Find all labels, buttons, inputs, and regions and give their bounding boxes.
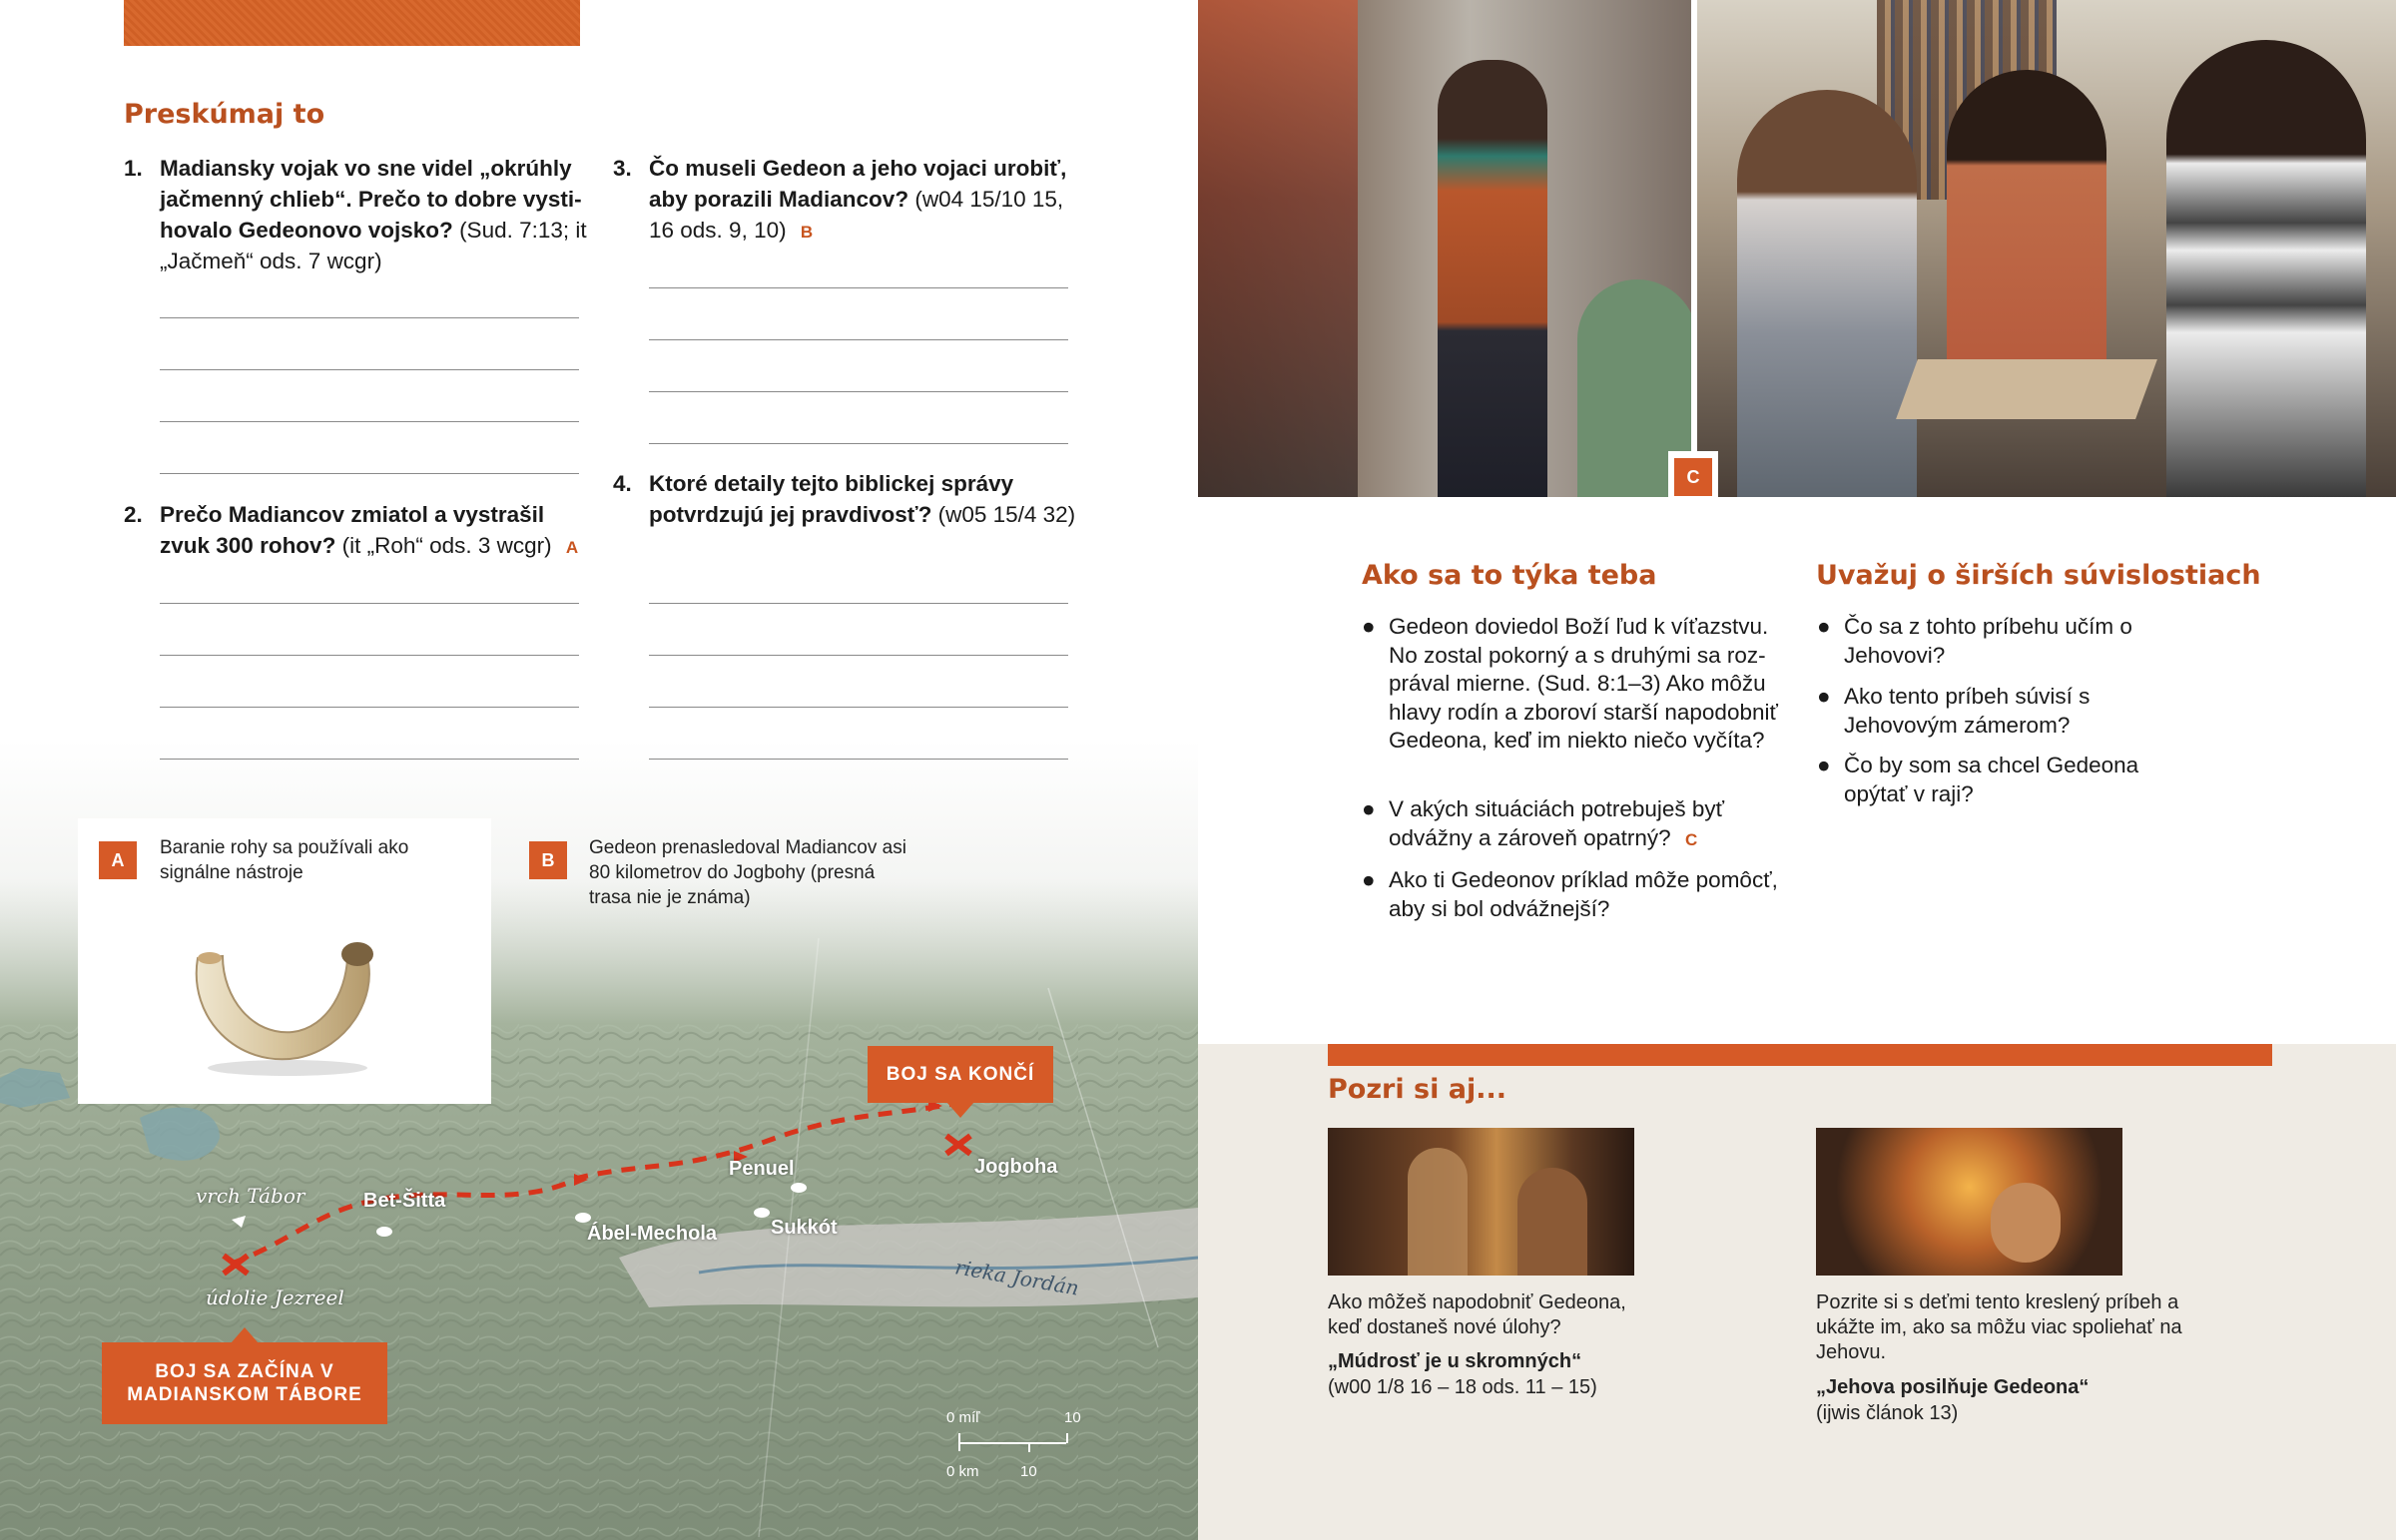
bullet-text: V akých situáciách potrebuješ byť odvážny a zároveň opatrný? — [1389, 796, 1725, 850]
reference-tag: A — [565, 538, 579, 557]
photo-student-center — [1947, 70, 2106, 369]
question-number: 4. — [613, 471, 632, 496]
bullet-dot: ● — [1817, 684, 1831, 709]
photo-wall — [1198, 0, 1358, 497]
question-number: 1. — [124, 156, 143, 181]
item-reference: (w00 1/8 16 – 18 ods. 11 – 15) — [1328, 1376, 1597, 1398]
reference-tag: C — [1684, 829, 1698, 849]
thumbnail-figure — [1408, 1148, 1468, 1276]
photo-divider — [1691, 0, 1697, 497]
map-label-jordan: rieka Jordán — [952, 1255, 1081, 1300]
bullet-text: Čo sa z tohto príbehu učím o Jehovovi? — [1844, 614, 2132, 668]
item-reference: (ijwis článok 13) — [1816, 1402, 1959, 1424]
answer-line[interactable] — [649, 287, 1068, 288]
bullet-text: Čo by som sa chcel Gedeona opýtať v raji? — [1844, 753, 2139, 806]
photo-desk — [1896, 359, 2157, 419]
bullet-dot: ● — [1362, 867, 1376, 892]
bullet-item — [1362, 866, 1788, 923]
question-number: 2. — [124, 502, 143, 527]
map-label-jogboha: Jogboha — [974, 1156, 1058, 1178]
question-reference: (Sud. 7:13; it „Jačmeň“ ods. 7 wcgr) — [160, 218, 587, 273]
thumbnail-cartoon[interactable] — [1816, 1128, 2122, 1276]
photo-badge: C — [1674, 458, 1712, 496]
map-label-sukkot: Sukkót — [771, 1217, 838, 1239]
item-description: Pozrite si s deťmi tento kreslený príbeh a ukážte im, ako sa môžu viac spoliehať na Jehovu. — [1816, 1291, 2182, 1363]
question-text: Madiansky vojak vo sne videl „okrúhly jačmenný chlieb“. Prečo to dobre vystihovalo Gedeonovo vojsko? — [160, 156, 582, 243]
bullet-text: Ako tento príbeh súvisí s Jehovovým zámerom? — [1844, 684, 2091, 738]
question-4 — [613, 468, 1088, 530]
bullet-dot: ● — [1817, 753, 1831, 777]
answer-line[interactable] — [649, 391, 1068, 392]
scale-tick — [1028, 1442, 1030, 1452]
see-also-section — [1198, 1044, 2396, 1540]
question-number: 3. — [613, 156, 632, 181]
orange-texture-banner — [124, 0, 580, 46]
question-reference: (w05 15/4 32) — [937, 502, 1076, 527]
start-callout: BOJ SA ZAČÍNA V MADIANSKOM TÁBORE — [102, 1342, 387, 1424]
bullet-item — [1817, 613, 2143, 670]
col2-title: Uvažuj o širších súvislostiach — [1816, 560, 2261, 591]
question-text: Čo museli Gedeon a jeho vojaci urobiť, aby porazili Madiancov? — [649, 156, 1067, 212]
answer-line[interactable] — [649, 603, 1068, 604]
question-text: Ktoré detaily tejto biblickej správy potvrdzujú jej pravdivosť? — [649, 471, 1014, 527]
photo-student-right — [2166, 40, 2366, 497]
map-scale — [946, 1409, 1086, 1479]
question-reference: (w04 15/10 15, 16 ods. 9, 10) — [649, 187, 1064, 243]
scale-mi-max: 10 — [1064, 1409, 1081, 1426]
map-label-abel: Ábel-Mechola — [587, 1223, 718, 1245]
question-3 — [613, 153, 1088, 248]
bullet-dot: ● — [1362, 614, 1376, 639]
reference-tag: B — [800, 223, 814, 242]
bullet-text: Gedeon doviedol Boží ľud k víťazstvu. No zostal pokorný a s druhými sa rozprával mierne. (Sud. 8:1–3) Ako môžu hlavy rodín a zboroví starší napodobniť Gedeona, keď im niekto niečo vyčíta? — [1389, 614, 1778, 753]
end-callout-pointer — [946, 1102, 974, 1118]
bullet-item — [1362, 795, 1788, 854]
bullet-dot: ● — [1817, 614, 1831, 639]
answer-line[interactable] — [649, 655, 1068, 656]
ram-horn-image — [178, 928, 397, 1078]
answer-line[interactable] — [160, 369, 579, 370]
item-description: Ako môžeš napodobniť Gedeona, keď dostaneš nové úlohy? — [1328, 1291, 1626, 1338]
thumbnail-figure — [1517, 1168, 1587, 1276]
item-title[interactable]: „Múdrosť je u skromných“ — [1328, 1350, 1582, 1372]
caption-b-badge: B — [529, 841, 567, 879]
right-page — [1198, 0, 2396, 1540]
scale-km-label: 0 km — [946, 1463, 979, 1480]
bullet-item — [1817, 683, 2143, 740]
scale-tick — [1066, 1433, 1068, 1443]
col1-title: Ako sa to týka teba — [1362, 560, 1657, 591]
end-callout: BOJ SA KONČÍ — [868, 1046, 1053, 1103]
answer-line[interactable] — [649, 759, 1068, 760]
scale-tick — [958, 1433, 960, 1451]
see-also-title: Pozri si aj... — [1328, 1074, 1506, 1105]
answer-line[interactable] — [160, 707, 579, 708]
thumbnail-painting[interactable] — [1328, 1128, 1634, 1276]
map-label-betsitta: Bet-Šitta — [363, 1190, 446, 1212]
answer-line[interactable] — [160, 473, 579, 474]
question-1 — [124, 153, 589, 276]
caption-a-badge: A — [99, 841, 137, 879]
bullet-dot: ● — [1362, 796, 1376, 821]
section-title: Preskúmaj to — [124, 99, 325, 130]
question-reference: (it „Roh“ ods. 3 wcgr) — [341, 533, 552, 558]
scale-km-max: 10 — [1020, 1463, 1037, 1480]
answer-line[interactable] — [160, 421, 579, 422]
thumbnail-face — [1991, 1183, 2061, 1263]
photo-hallway — [1198, 0, 1691, 497]
start-callout-pointer — [231, 1327, 259, 1343]
answer-line[interactable] — [160, 603, 579, 604]
caption-b: Gedeon prenasledoval Madiancov asi 80 kilometrov do Jogbohy (presná trasa nie je známa) — [589, 837, 906, 908]
photo-student-left — [1737, 90, 1917, 497]
bullet-text: Ako ti Gedeonov príklad môže pomôcť, aby si bol odvážnejší? — [1389, 867, 1778, 921]
answer-line[interactable] — [649, 339, 1068, 340]
photo-classroom — [1697, 0, 2396, 497]
map-label-penuel: Penuel — [729, 1158, 795, 1180]
answer-line[interactable] — [160, 655, 579, 656]
see-also-bar — [1328, 1044, 2272, 1066]
photo-student — [1438, 60, 1547, 497]
map-label-jezreel: údolie Jezreel — [206, 1285, 344, 1309]
answer-line[interactable] — [649, 707, 1068, 708]
item-title[interactable]: „Jehova posilňuje Gedeona“ — [1816, 1376, 2090, 1398]
caption-a: Baranie rohy sa používali ako signálne nástroje — [160, 837, 409, 883]
question-text: Prečo Madiancov zmiatol a vystrašil zvuk 300 rohov? — [160, 502, 545, 558]
bullet-item — [1817, 752, 2163, 808]
bullet-item — [1362, 613, 1788, 756]
answer-line[interactable] — [649, 443, 1068, 444]
map-label-tabor: vrch Tábor — [196, 1184, 305, 1208]
answer-line[interactable] — [160, 759, 579, 760]
scale-bar — [958, 1442, 1066, 1444]
answer-line[interactable] — [160, 317, 579, 318]
scale-mi-label: 0 míľ — [946, 1409, 980, 1426]
question-2 — [124, 499, 599, 563]
